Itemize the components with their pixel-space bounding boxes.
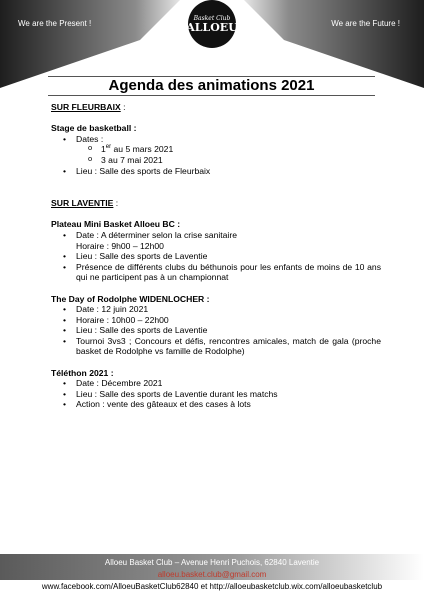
event-title-stage: Stage de basketball : (51, 123, 137, 134)
list-item (51, 325, 381, 336)
stage-date2: 3 au 7 mai 2021 (101, 154, 163, 165)
list-item (51, 155, 381, 166)
telethon-lieu: Lieu : Salle des sports de Laventie durant les matchs (76, 388, 278, 399)
stage-details-list (51, 134, 381, 176)
stage-date1-number: 1 (101, 144, 106, 155)
stage-date1-text: au 5 mars 2021 (111, 144, 174, 155)
telethon-action: Action : vente des gâteaux et des cases à lots (76, 399, 251, 410)
footer-address: Alloeu Basket Club – Avenue Henri Puchois, 62840 Laventie (104, 558, 320, 567)
list-item (51, 315, 381, 326)
page-title: Agenda des animations 2021 (108, 77, 315, 94)
list-item (51, 389, 381, 400)
list-item (51, 304, 381, 315)
footer-web-links[interactable]: www.facebook.com/AlloeuBasketClub62840 et http://alloeubasketclub.wix.com/alloeubasketclub (41, 582, 383, 591)
header-slogan-right: We are the Future ! (331, 19, 400, 28)
agenda-content (51, 102, 381, 410)
section-heading-laventie: SUR LAVENTIE (51, 198, 114, 209)
club-logo (188, 0, 236, 48)
plateau-horaire: Horaire : 9h00 – 12h00 (76, 240, 164, 251)
list-item (51, 251, 381, 262)
day-date: Date : 12 juin 2021 (76, 304, 149, 315)
footer-banner (0, 554, 424, 600)
stage-date1-superscript: er (105, 144, 112, 151)
telethon-date: Date : Décembre 2021 (76, 378, 163, 389)
day-horaire: Horaire : 10h00 – 22h00 (76, 314, 169, 325)
plateau-presence: Présence de différents clubs du béthunois pour les enfants de moins de 10 ans qui ne participent pas à un championnat (76, 261, 381, 283)
plateau-details-list (51, 230, 381, 283)
list-item (51, 399, 381, 410)
stage-lieu: Lieu : Salle des sports de Fleurbaix (76, 165, 211, 176)
section-laventie (51, 198, 381, 209)
day-details-list (51, 304, 381, 357)
plateau-lieu: Lieu : Salle des sports de Laventie (76, 251, 208, 262)
event-title-day: The Day of Rodolphe WIDENLOCHER : (51, 293, 210, 304)
footer-email[interactable]: alloeu.basket.club@gmail.com (157, 570, 267, 579)
list-item (51, 144, 381, 155)
section-heading-fleurbaix: SUR FLEURBAIX (51, 102, 121, 112)
list-item (51, 262, 381, 283)
plateau-date: Date : A déterminer selon la crise sanitaire (76, 229, 237, 240)
day-tournoi: Tournoi 3vs3 ; Concours et défis, rencontres amicales, match de gala (proche basket de Rodolphe vs famille de Rodolphe) (76, 335, 381, 357)
telethon-details-list (51, 378, 381, 410)
stage-dates-label: Dates : (76, 133, 104, 144)
event-title-plateau: Plateau Mini Basket Alloeu BC : (51, 219, 181, 230)
list-item (51, 166, 381, 177)
list-item (51, 134, 381, 145)
header-slogan-left: We are the Present ! (18, 19, 92, 28)
list-item (51, 230, 381, 251)
day-lieu: Lieu : Salle des sports de Laventie (76, 325, 208, 336)
logo-subtitle: Basket Club (193, 14, 231, 22)
list-item (51, 378, 381, 389)
section-fleurbaix (51, 102, 381, 113)
list-item (51, 336, 381, 357)
section-heading-suffix: : (120, 102, 126, 112)
event-title-telethon: Téléthon 2021 : (51, 367, 114, 378)
section-heading-suffix: : (113, 198, 119, 209)
logo-title: ALLOEU (186, 20, 238, 34)
